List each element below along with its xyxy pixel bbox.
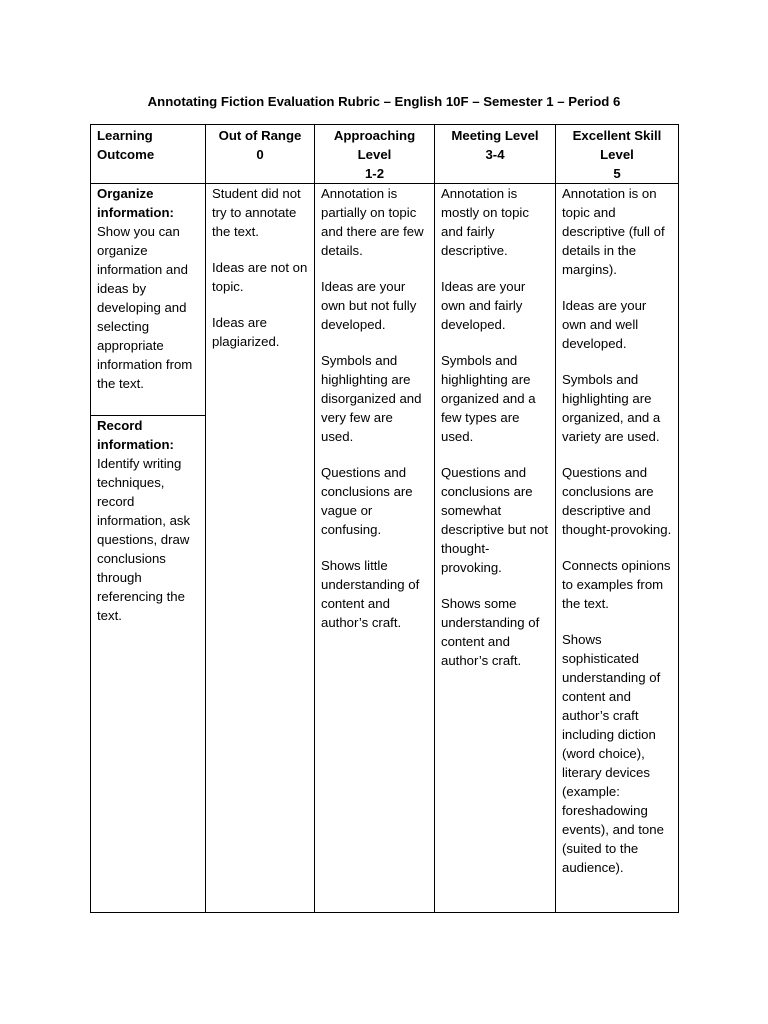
excellent-skill-level-cell [556, 184, 679, 913]
header-meeting-level: Meeting Level 3-4 [435, 125, 556, 184]
header-out-of-range: Out of Range 0 [206, 125, 315, 184]
criterion-text: Ideas are your own and well developed. [562, 298, 647, 351]
criterion-text: Questions and conclusions are vague or confusing. [321, 465, 413, 537]
criterion-text: Annotation is on topic and descriptive (full of details in the margins). [562, 186, 665, 277]
criterion-text: Symbols and highlighting are organized and a few types are used. [441, 353, 536, 444]
outcome-description: Show you can organize information and ideas by developing and selecting appropriate information from the text. [97, 224, 193, 391]
outcome-title: Record information: [97, 418, 174, 452]
outcome-title: Organize information: [97, 186, 174, 220]
header-excellent-skill-level: Excellent Skill Level 5 [556, 125, 679, 184]
criterion-text: Shows some understanding of content and author’s craft. [441, 596, 540, 668]
criterion-text: Shows little understanding of content and author’s craft. [321, 558, 420, 630]
criterion-text: Ideas are not on topic. [212, 260, 308, 294]
table-row [91, 184, 679, 416]
header-approaching-level: Approaching Level 1-2 [315, 125, 435, 184]
criterion-text: Connects opinions to examples from the text. [562, 558, 671, 611]
outcome-organize-information [91, 184, 206, 416]
header-row [91, 125, 679, 184]
meeting-level-cell [435, 184, 556, 913]
criterion-text: Annotation is partially on topic and there are few details. [321, 186, 424, 258]
rubric-table [90, 124, 679, 913]
document-title: Annotating Fiction Evaluation Rubric – English 10F – Semester 1 – Period 6 [147, 94, 621, 109]
criterion-text: Questions and conclusions are descriptive and thought-provoking. [562, 465, 672, 537]
criterion-text: Symbols and highlighting are organized, and a variety are used. [562, 372, 661, 444]
criterion-text: Questions and conclusions are somewhat descriptive but not thought-provoking. [441, 465, 549, 575]
criterion-text: Student did not try to annotate the text. [212, 186, 301, 239]
outcome-record-information [91, 416, 206, 913]
criterion-text: Ideas are your own and fairly developed. [441, 279, 526, 332]
outcome-description: Identify writing techniques, record information, ask questions, draw conclusions through referencing the text. [97, 456, 191, 623]
approaching-level-cell [315, 184, 435, 913]
header-learning-outcome: Learning Outcome [91, 125, 206, 184]
criterion-text: Symbols and highlighting are disorganized and very few are used. [321, 353, 422, 444]
criterion-text: Ideas are your own but not fully developed. [321, 279, 417, 332]
criterion-text: Shows sophisticated understanding of content and author’s craft including diction (word choice), literary devices (example: foreshadowing events), and tone (suited to the audience). [562, 632, 664, 875]
criterion-text: Ideas are plagiarized. [212, 315, 280, 349]
out-of-range-cell [206, 184, 315, 913]
criterion-text: Annotation is mostly on topic and fairly descriptive. [441, 186, 529, 258]
